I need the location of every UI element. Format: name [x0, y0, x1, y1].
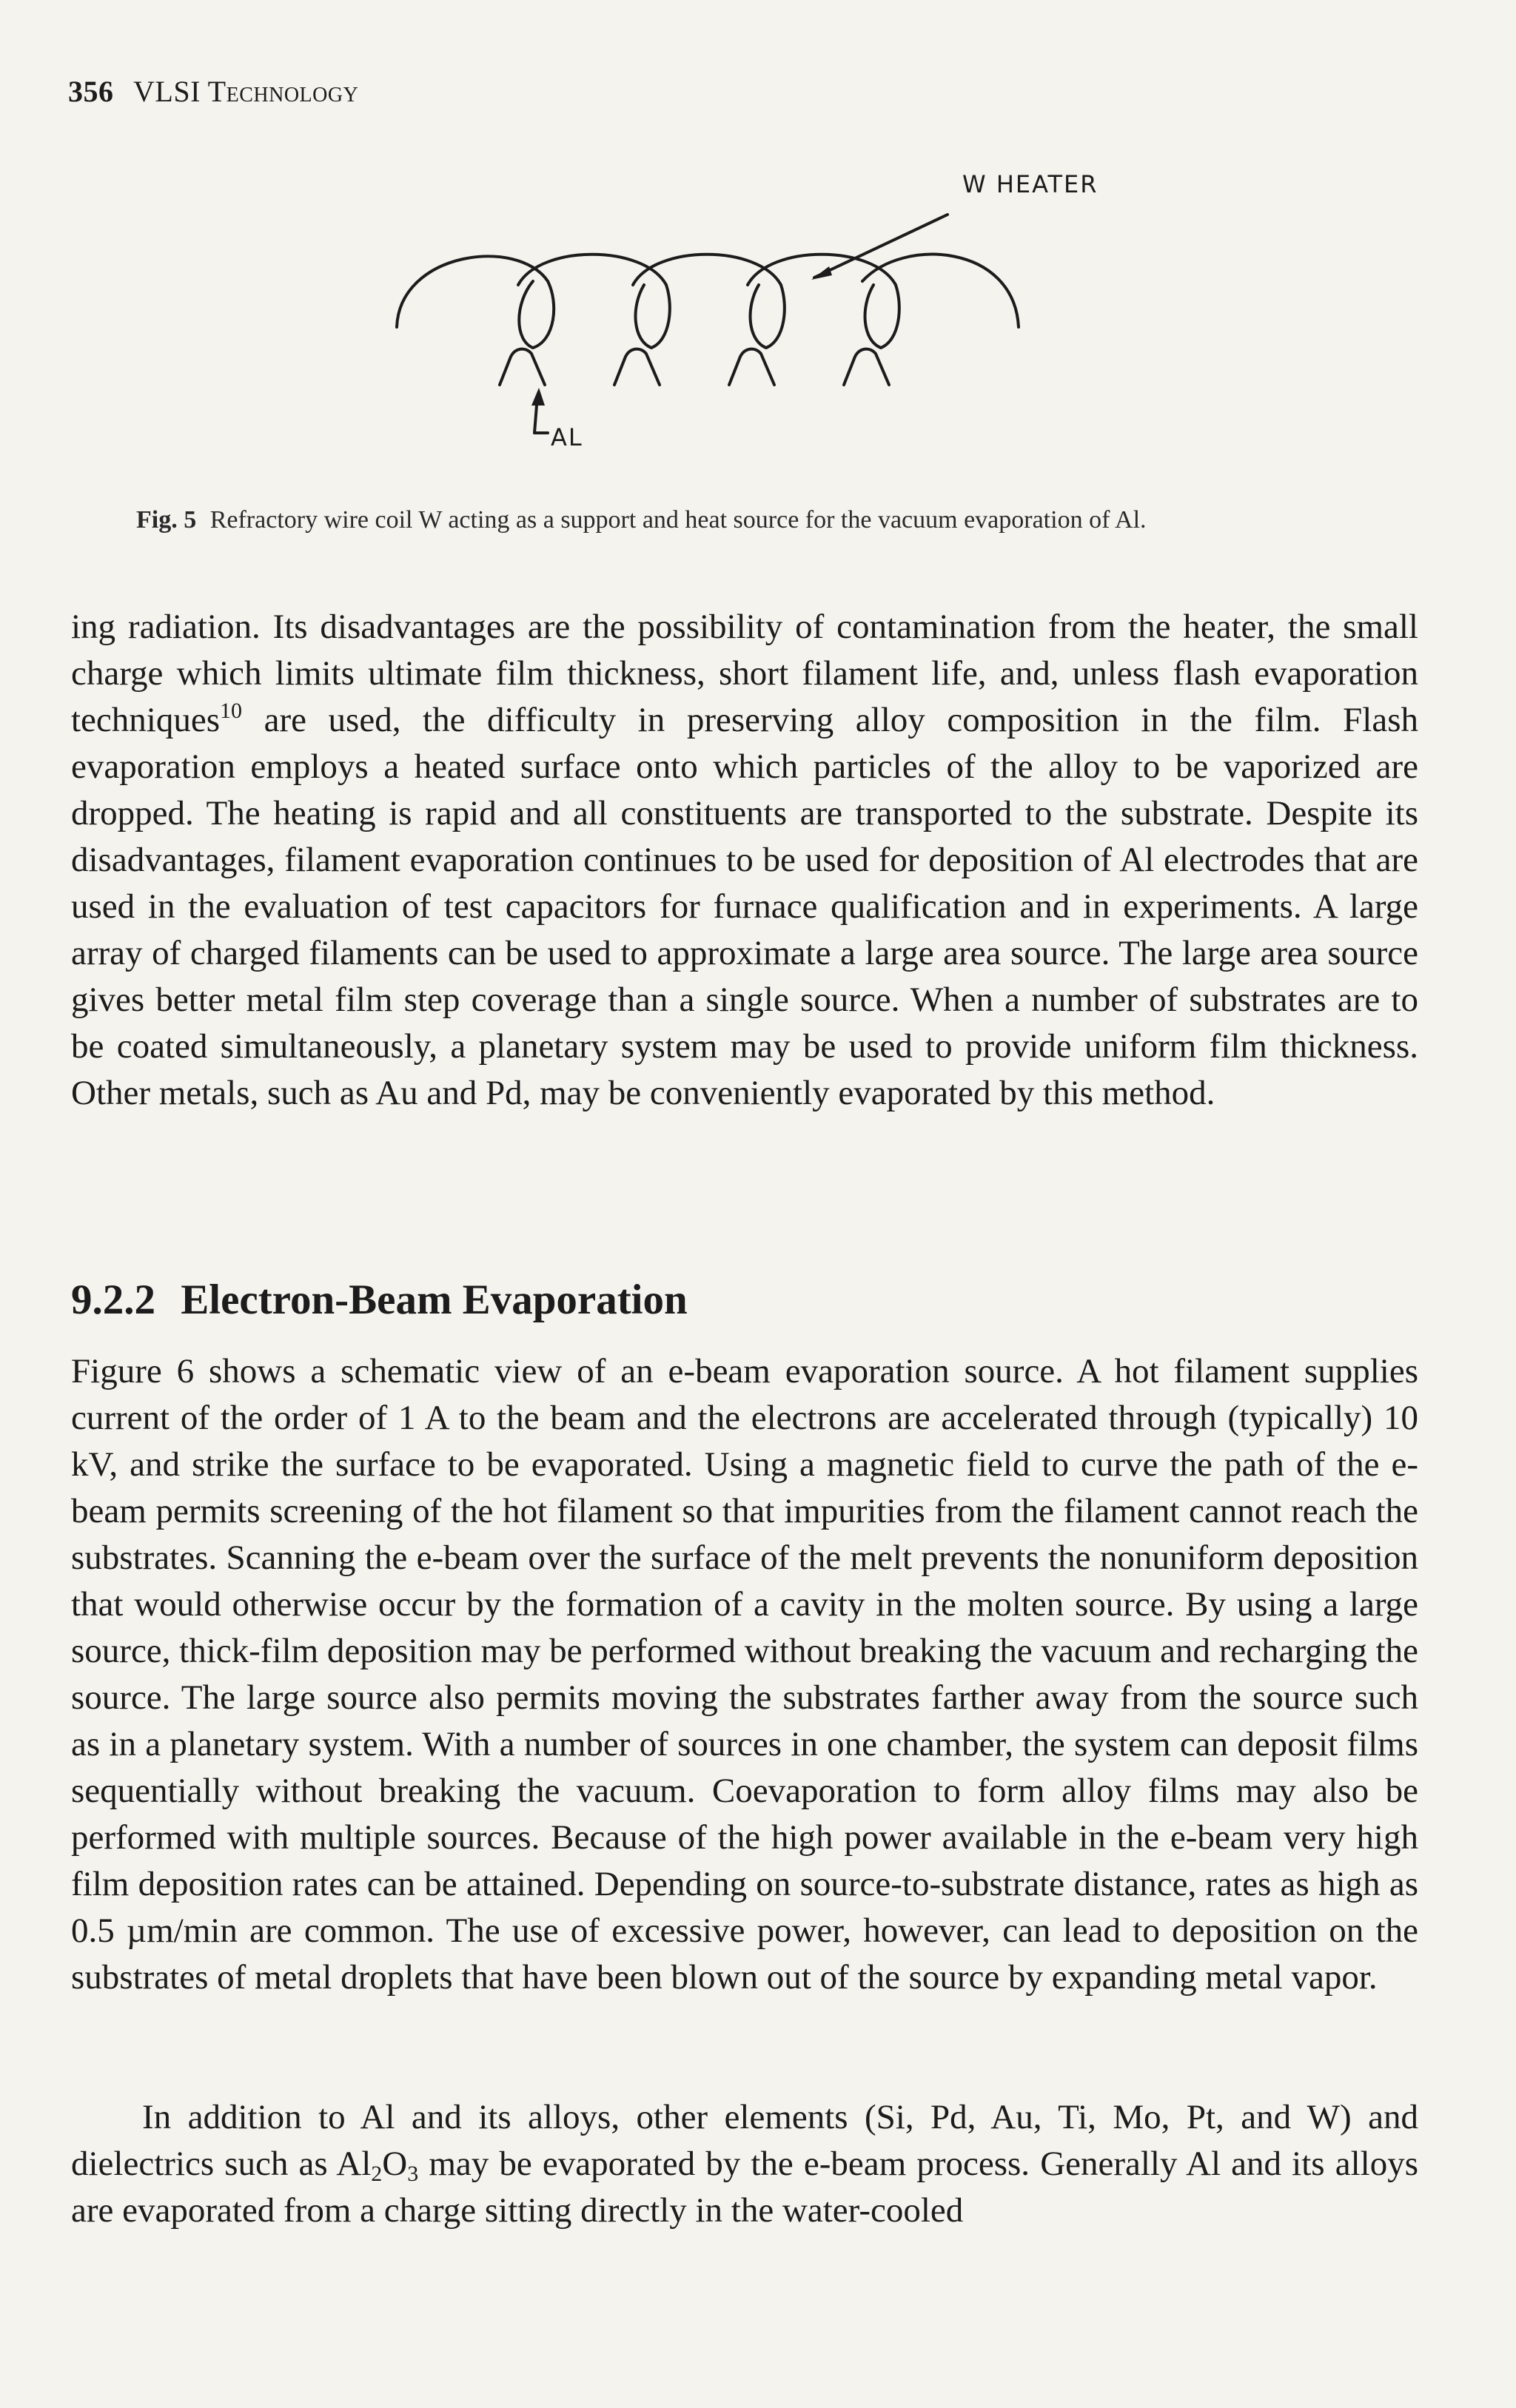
paragraph-3-text-c: may be evaporated by the e-beam process. Generally Al and its alloys are evaporated from a charge sitting directly in the water-cooled — [71, 2145, 1419, 2230]
page-number: 356 — [68, 75, 114, 108]
running-head — [68, 74, 358, 109]
al-hook-2 — [614, 349, 660, 385]
paragraph-1-text-a: ing radiation. Its disadvantages are the possibility of contamination from the heater, the small charge which limits ultimate film thickness, short filament life, and, unless flash evaporation techniques — [71, 608, 1418, 739]
paragraph-ebeam-source: Figure 6 shows a schematic view of an e-beam evaporation source. A hot filament supplies current of the order of 1 A to the beam and the electrons are accelerated through (typically) 10 kV, and strike the surface to be evaporated. Using a magnetic field to curve the path of the e-beam permits screening of the hot filament so that impurities from the filament cannot reach the substrates. Scanning the e-beam over the surface of the melt prevents the nonuniform deposition that would otherwise occur by the formation of a cavity in the molten source. By using a large source, thick-film deposition may be performed without breaking the vacuum and recharging the source. The large source also permits moving the substrates farther away from the source such as in a planetary system. With a number of sources in one chamber, the system can deposit films sequentially without breaking the vacuum. Coevaporation to form alloy films may also be performed with multiple sources. Because of the high power available in the e-beam very high film deposition rates can be attained. Depending on source-to-substrate distance, rates as high as 0.5 µm/min are common. The use of excessive power, however, can lead to deposition on the substrates of metal droplets that have been blown out of the source by expanding metal vapor. — [71, 1352, 1418, 1997]
al-hook-1 — [500, 349, 545, 385]
coil-loop-3 — [751, 285, 785, 348]
coil-loop-2 — [636, 285, 670, 348]
heater-arrowhead — [811, 266, 832, 280]
section-number: 9.2.2 — [71, 1277, 155, 1323]
al-hook-4 — [844, 349, 889, 385]
coil-arc-3 — [633, 255, 781, 285]
subscript-2: 2 — [371, 2162, 383, 2186]
paragraph-3-text-a: In addition to Al and its alloys, other elements (Si, Pd, Au, Ti, Mo, Pt, and W) and dielectrics such as Al — [71, 2098, 1418, 2183]
al-arrowhead — [531, 388, 545, 406]
coil-loop-4 — [865, 285, 899, 348]
paragraph-ebeam-materials — [71, 2094, 1418, 2234]
coil-loop-1 — [519, 281, 554, 348]
coil-arc-5 — [862, 255, 1019, 327]
figure-caption-text: Refractory wire coil W acting as a support and heat source for the vacuum evaporation of Al. — [209, 506, 1147, 534]
paragraph-filament-evaporation — [71, 604, 1418, 1117]
figure-number: Fig. 5 — [136, 506, 197, 534]
running-title: VLSI Technology — [133, 75, 359, 108]
paragraph-3-text-b: O — [382, 2145, 408, 2183]
figure-caption — [136, 506, 1439, 534]
al-hook-3 — [729, 349, 774, 385]
reference-superscript: 10 — [220, 699, 242, 723]
figure-heater-coil — [370, 163, 1110, 474]
subscript-3: 3 — [407, 2162, 419, 2186]
label-al: AL — [551, 423, 583, 451]
section-title: Electron-Beam Evaporation — [181, 1277, 688, 1323]
heater-coil-diagram — [370, 163, 1110, 474]
section-heading — [71, 1276, 688, 1324]
paragraph-1-text-b: are used, the difficulty in preserving alloy composition in the film. Flash evaporation employs a heated surface onto which particles of the alloy to be vaporized are dropped. The heating is rapid and all constituents are transported to the substrate. Despite its disadvantages, filament evaporation continues to be used for deposition of Al electrodes that are used in the evaluation of test capacitors for furnace qualification and in experiments. A large array of charged filaments can be used to approximate a large area source. The large area source gives better metal film step coverage than a single source. When a number of substrates are to be coated simultaneously, a planetary system may be used to provide uniform film thickness. Other metals, such as Au and Pd, may be conveniently evaporated by this method. — [71, 701, 1418, 1112]
label-w-heater: W HEATER — [962, 170, 1099, 198]
coil-arc-2 — [518, 255, 666, 285]
